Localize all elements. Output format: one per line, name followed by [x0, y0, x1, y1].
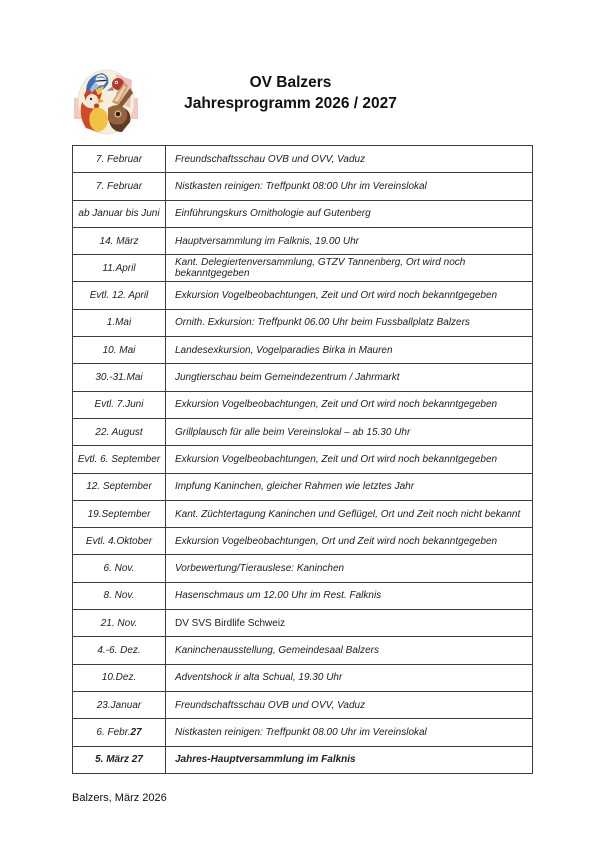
row-date: 5. März 27: [95, 754, 143, 766]
row-date: 19.September: [87, 508, 151, 520]
row-event: Exkursion Vogelbeobachtungen, Zeit und Ort wird noch bekanntgegeben: [166, 282, 533, 309]
row-date: 22. August: [95, 426, 143, 438]
table-row: [73, 582, 533, 609]
row-date: 1.Mai: [106, 317, 132, 329]
row-date-suffix: 27: [130, 726, 142, 738]
row-event: Landesexkursion, Vogelparadies Birka in Mauren: [166, 337, 533, 364]
table-row: [73, 610, 533, 637]
row-event: Impfung Kaninchen, gleicher Rahmen wie letztes Jahr: [166, 473, 533, 500]
table-row: [73, 446, 533, 473]
row-date: Evtl. 4.Oktober: [85, 535, 153, 547]
row-event: Freundschaftsschau OVB und OVV, Vaduz: [166, 146, 533, 173]
table-row: [73, 418, 533, 445]
table-row: [73, 200, 533, 227]
row-event: Jahres-Hauptversammlung im Falknis: [166, 746, 533, 773]
row-date: 23.Januar: [96, 699, 142, 711]
table-row: [73, 473, 533, 500]
row-event: Exkursion Vogelbeobachtungen, Ort und Zeit wird noch bekanntgegeben: [166, 528, 533, 555]
row-date: 14. März: [99, 235, 139, 247]
row-date: Evtl. 12. April: [89, 290, 149, 302]
row-date: ab Januar bis Juni: [78, 208, 160, 220]
row-date: 7. Februar: [95, 153, 143, 165]
table-row: [73, 255, 533, 282]
row-event: Einführungskurs Ornithologie auf Gutenberg: [166, 200, 533, 227]
row-date: 10. Mai: [102, 344, 136, 356]
table-row: [73, 227, 533, 254]
table-row: [73, 282, 533, 309]
table-row: [73, 746, 533, 773]
row-event: Grillplausch für alle beim Vereinslokal – ab 15.30 Uhr: [166, 418, 533, 445]
table-row: [73, 173, 533, 200]
row-date: 12. September: [86, 481, 152, 493]
title-line2: Jahresprogramm 2026 / 2027: [184, 95, 397, 112]
table-row: [73, 500, 533, 527]
row-date: 8. Nov.: [103, 590, 135, 602]
row-event: Exkursion Vogelbeobachtungen, Zeit und Ort wird noch bekanntgegeben: [166, 446, 533, 473]
table-row: [73, 528, 533, 555]
row-event: Jungtierschau beim Gemeindezentrum / Jahrmarkt: [166, 364, 533, 391]
row-date: 7. Februar: [95, 180, 143, 192]
row-event: Hauptversammlung im Falknis, 19.00 Uhr: [166, 227, 533, 254]
program-table: [72, 145, 533, 774]
table-row: [73, 555, 533, 582]
table-row: [73, 691, 533, 718]
row-event: Adventshock ir alta Schual, 19.30 Uhr: [166, 664, 533, 691]
row-date: 11.April: [102, 262, 136, 274]
table-row: [73, 309, 533, 336]
row-event: Exkursion Vogelbeobachtungen, Zeit und Ort wird noch bekanntgegeben: [166, 391, 533, 418]
row-date: 6. Nov.: [103, 563, 135, 575]
table-row: [73, 637, 533, 664]
table-row: [73, 146, 533, 173]
row-date: Evtl. 6. September: [77, 453, 161, 465]
table-row: [73, 337, 533, 364]
row-event: Nistkasten reinigen: Treffpunkt 08:00 Uhr im Vereinslokal: [166, 173, 533, 200]
row-date: 4.-6. Dez.: [97, 644, 141, 656]
row-date: 21. Nov.: [100, 617, 138, 629]
program-table-body: [73, 146, 533, 774]
row-event: Freundschaftsschau OVB und OVV, Vaduz: [166, 691, 533, 718]
row-event: Kant. Züchtertagung Kaninchen und Geflügel, Ort und Zeit noch nicht bekannt: [166, 500, 533, 527]
footer-text: Balzers, März 2026: [72, 792, 167, 804]
row-event: Kaninchenausstellung, Gemeindesaal Balzers: [166, 637, 533, 664]
row-event: Ornith. Exkursion: Treffpunkt 06.00 Uhr beim Fussballplatz Balzers: [166, 309, 533, 336]
table-row: [73, 364, 533, 391]
row-event: DV SVS Birdlife Schweiz: [166, 610, 533, 637]
table-row: [73, 391, 533, 418]
row-date: 6. Febr.: [96, 726, 131, 738]
row-event: Nistkasten reinigen: Treffpunkt 08.00 Uhr im Vereinslokal: [166, 719, 533, 746]
table-row: [73, 719, 533, 746]
row-date: Evtl. 7.Juni: [94, 399, 144, 411]
row-date: 30.-31.Mai: [95, 372, 143, 384]
row-event: Vorbewertung/Tierauslese: Kaninchen: [166, 555, 533, 582]
table-row: [73, 664, 533, 691]
page-title: [72, 72, 509, 114]
title-line1: OV Balzers: [249, 74, 332, 91]
row-event: Kant. Delegiertenversammlung, GTZV Tannenberg, Ort wird noch bekanntgegeben: [166, 255, 533, 282]
row-date: 10.Dez.: [101, 672, 137, 684]
row-event: Hasenschmaus um 12.00 Uhr im Rest. Falknis: [166, 582, 533, 609]
